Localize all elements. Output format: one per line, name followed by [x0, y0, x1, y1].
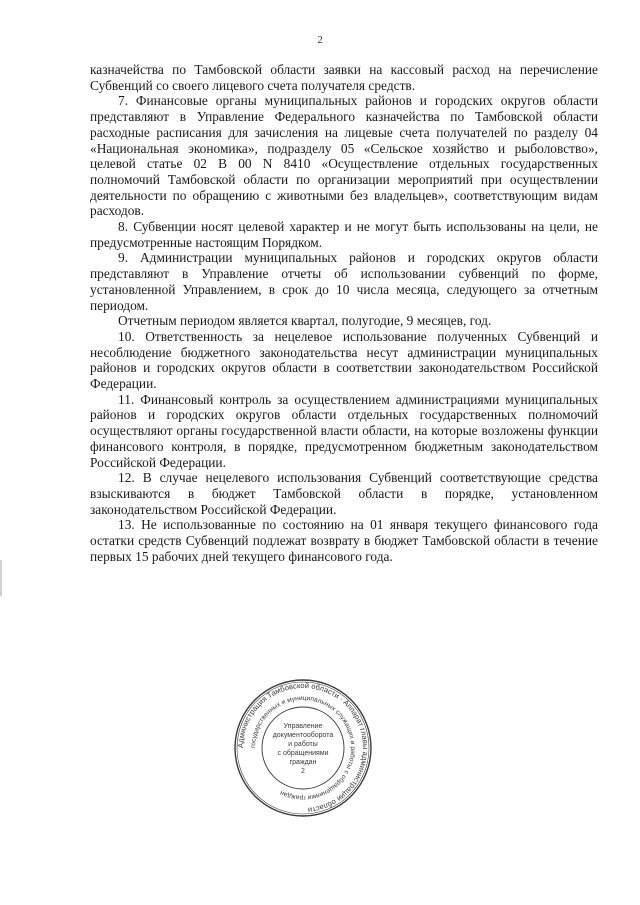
paragraph-7: 7. Финансовые органы муниципальных районов и городских округов области представляют в Управление Федерального казначейства по Тамбовской области расходные расписания для зачисления на лицевые счета получателей по разделу 04 «Национальная экономика», подразделу 05 «Сельское хозяйство и рыболовство», целевой статье 02 В 00 N 8410 «Осуществление отдельных государственных полномочий Тамбовской области по организации мероприятий при осуществлении деятельности по обращению с животными без владельцев», соответствующим видам расходов.	[90, 93, 598, 219]
paragraph-reporting-period: Отчетным периодом является квартал, полугодие, 9 месяцев, год.	[118, 313, 492, 329]
stamp-inner-line: с обращениями	[277, 750, 329, 757]
paragraph-13: 13. Не использованные по состоянию на 01 января текущего финансового года остатки средств Субвенций подлежат возврату в бюджет Тамбовской области в течение первых 15 рабочих дней текущего финансового года.	[90, 517, 598, 564]
stamp-inner-line: Управление	[283, 723, 323, 730]
stamp-inner-line: документооборота	[272, 732, 334, 739]
stamp-inner-line: граждан	[289, 759, 317, 766]
stamp-middle-text: государственных и муниципальных служащих и работы с обращениями граждан	[249, 694, 357, 802]
paragraph-9: 9. Администрации муниципальных районов и городских округов области представляют в Управление отчеты об использовании субвенций по форме, установленной Управлением, в срок до 10 числа месяца, следующего за отчетным периодом.	[90, 250, 598, 313]
paragraph-10: 10. Ответственность за нецелевое использование полученных Субвенций и несоблюдение бюджетного законодательства несут администрации муниципальных районов и городских округов области в соответствии законодательством Российской Федерации.	[90, 328, 598, 392]
document-body	[90, 62, 598, 565]
stamp-inner-line: и работы	[288, 741, 318, 748]
page-number: 2	[317, 34, 323, 46]
official-stamp	[233, 678, 373, 818]
paragraph-continuation: казначейства по Тамбовской области заявки на кассовый расход на перечисление Субвенций со своего лицевого счета получателя средств.	[90, 62, 598, 93]
scan-edge-mark	[0, 560, 2, 596]
stamp-inner-line: 2	[301, 768, 305, 775]
paragraph-11: 11. Финансовый контроль за осуществлением администрациями муниципальных районов и городских округов области отдельных государственных полномочий осуществляют органы государственной власти области, на которые возложены функции финансового контроля, в порядке, предусмотренном бюджетным законодательством Российской Федерации.	[90, 391, 598, 470]
paragraph-8: 8. Субвенции носят целевой характер и не могут быть использованы на цели, не предусмотренные настоящим Порядком.	[90, 219, 598, 250]
stamp-outer-text: Администрация Тамбовской области · Аппарат главы администрации области	[235, 680, 371, 815]
paragraph-12: 12. В случае нецелевого использования Субвенций соответствующие средства взыскиваются в бюджет Тамбовской области в порядке, установленном законодательством Российской Федерации.	[90, 470, 598, 517]
